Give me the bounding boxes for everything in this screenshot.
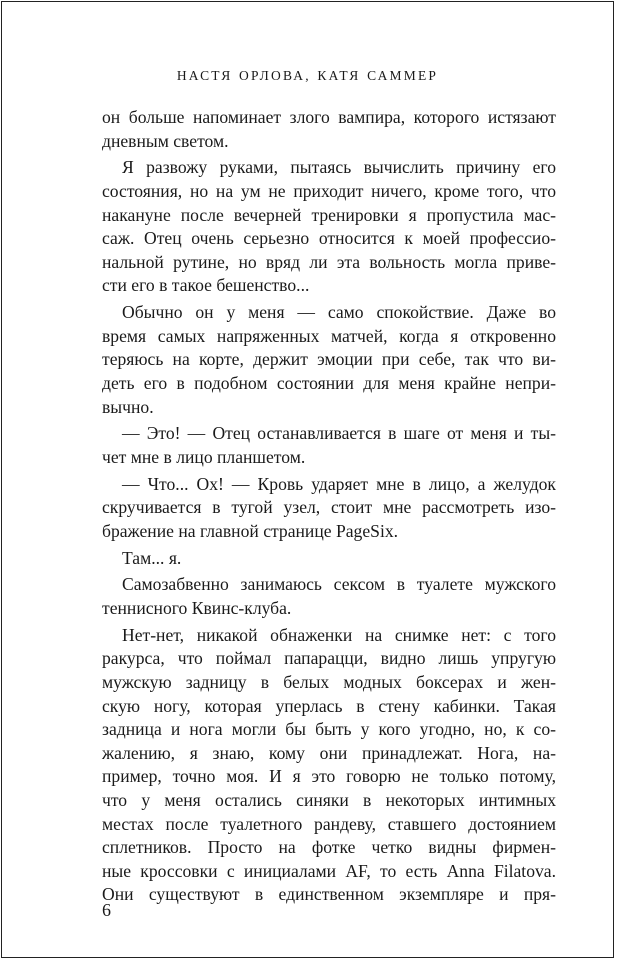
text-line: чет мне в лицо планшетом.	[102, 446, 306, 467]
paragraph	[102, 547, 556, 571]
text-line: Нет-нет, никакой обнаженки на снимке нет: с того	[122, 624, 556, 645]
text-line: жалению, я знаю, кому они принадлежат. Нога, на-	[102, 742, 556, 763]
text-line: время самых напряженных матчей, когда я откровенно	[102, 325, 556, 346]
text-line: состояния, но на ум не приходит ничего, кроме того, что	[102, 180, 556, 201]
text-line: накануне после вечерней тренировки я пропустила мас-	[102, 204, 556, 225]
text-line: что у меня остались синяки в некоторых интимных	[102, 789, 556, 810]
paragraph	[102, 624, 556, 907]
text-line: Там... я.	[122, 547, 182, 568]
text-line: сплетников. Просто на фотке четко видны фирмен-	[102, 837, 556, 858]
text-line: теряюсь на корте, держит эмоции при себе, так что ви-	[102, 349, 556, 370]
text-line: скручивается в тугой узел, стоит мне рассмотреть изо-	[102, 497, 556, 518]
text-line: — Что... Ох! — Кровь ударяет мне в лицо, а желудок	[122, 473, 556, 494]
text-line: саж. Отец очень серьезно относится к моей профессио-	[102, 228, 556, 249]
text-line: бражение на главной странице PageSix.	[102, 520, 399, 541]
paragraph	[102, 422, 556, 469]
body-text	[102, 106, 556, 907]
text-line: местах после туалетного рандеву, ставшего достоянием	[102, 813, 556, 834]
paragraph	[102, 106, 556, 153]
text-line: ракурса, что поймал папарацци, видно лишь упругую	[102, 648, 556, 669]
text-line: пример, точно моя. И я это говорю не только потому,	[102, 766, 556, 787]
paragraph	[102, 473, 556, 544]
text-line: нальной рутине, но вряд ли эта вольность могла приве-	[102, 251, 556, 272]
text-line: Я развожу руками, пытаясь вычислить причину его	[122, 157, 556, 178]
text-line: задница и нога могли бы быть у кого угодно, но, к со-	[102, 719, 556, 740]
text-line: дневным светом.	[102, 130, 229, 151]
text-line: деть его в подобном состоянии для меня крайне непри-	[102, 372, 556, 393]
text-line: вычно.	[102, 396, 154, 417]
text-line: мужскую задницу в белых модных боксерах и жен-	[102, 671, 556, 692]
paragraph	[102, 301, 556, 419]
page-number: 6	[102, 900, 111, 920]
text-line: он больше напоминает злого вампира, которого истязают	[102, 107, 556, 127]
text-line: ные кроссовки с инициалами AF, то есть Anna Filatova.	[102, 860, 556, 881]
book-page	[1, 1, 614, 958]
text-line: скую ногу, которая уперлась в стену кабинки. Такая	[102, 695, 556, 716]
text-line: Обычно он у меня — само спокойствие. Даже во	[122, 302, 556, 323]
paragraph	[102, 156, 556, 298]
text-line: Они существуют в единственном экземпляре и пря-	[102, 884, 556, 905]
running-head: НАСТЯ ОРЛОВА, КАТЯ САММЕР	[176, 68, 439, 83]
text-line: Самозабвенно занимаюсь сексом в туалете мужского	[122, 574, 556, 595]
text-line: сти его в такое бешенство...	[102, 275, 310, 296]
text-line: — Это! — Отец останавливается в шаге от меня и ты-	[122, 423, 556, 444]
paragraph	[102, 573, 556, 620]
text-line: теннисного Квинс-клуба.	[102, 598, 292, 618]
